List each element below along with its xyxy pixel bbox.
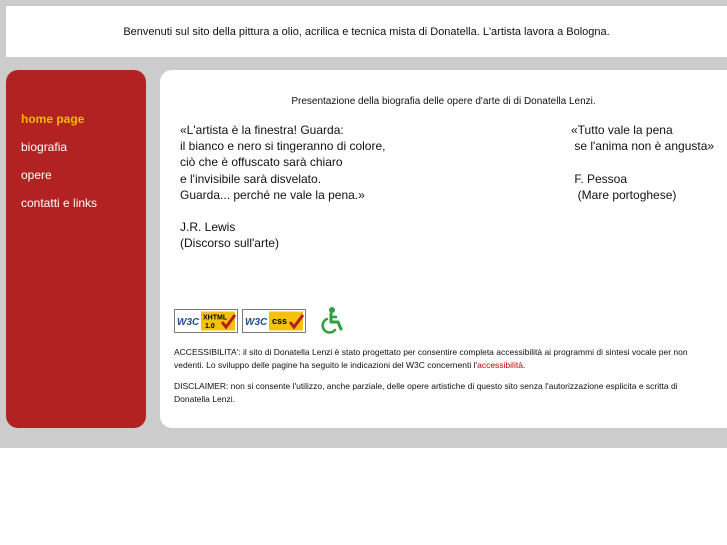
w3c-css-badge[interactable] (242, 309, 306, 333)
sidebar-nav (6, 70, 146, 428)
nav-item-home-page[interactable]: home page (21, 112, 85, 126)
w3c-xhtml-badge[interactable] (174, 309, 238, 333)
accessibility-note-end: . (522, 359, 526, 370)
poem-line: «L'artista è la finestra! Guarda: (180, 123, 344, 137)
badge-xhtml-version: 1.0 (205, 323, 215, 330)
attribution-author: J.R. Lewis (180, 220, 236, 234)
poem-pessoa (571, 122, 714, 203)
nav-item-biografia[interactable]: biografia (21, 140, 68, 154)
attribution-source: (Discorso sull'arte) (180, 236, 279, 251)
accessibility-icon[interactable] (320, 306, 346, 334)
disclaimer-text: DISCLAIMER: non si consente l'utilizzo, anche parziale, delle opere artistiche di questo sito senza l'autorizzazione esplicita e scritta di Donatella Lenzi. (174, 381, 678, 404)
poem-line: «Tutto vale la pena (571, 123, 673, 137)
badge-w3c-text: W3C (177, 317, 200, 328)
poem-lewis (180, 122, 385, 203)
badge-xhtml-label: XHTML (203, 314, 228, 322)
main-content (160, 70, 727, 428)
attribution-source: (Mare portoghese) (571, 187, 677, 202)
intro-text: Presentazione della biografia delle opere d'arte di di Donatella Lenzi. (291, 96, 596, 107)
accessibility-link[interactable]: accessibilità (477, 359, 523, 370)
accessibility-note-text: ACCESSIBILITA': il sito di Donatella Lenzi è stato progettato per consentire completa accessibilità ai programmi di sintesi vocale per non vedenti. Lo sviluppo delle pagine ha seguito le indicazioni del W3C concernenti l' (174, 347, 688, 370)
poem-attribution-lewis (180, 219, 279, 251)
poem-line: se l'anima non è angusta» (571, 139, 715, 154)
nav-item-opere[interactable]: opere (21, 168, 52, 182)
poem-line: Guarda... perché ne vale la pena.» (180, 187, 365, 202)
welcome-text: Benvenuti sul sito della pittura a olio, acrilica e tecnica mista di Donatella. L'artista lavora a Bologna. (123, 25, 610, 38)
attribution-author: F. Pessoa (571, 171, 628, 186)
poem-line: il bianco e nero si tingeranno di colore, (180, 139, 386, 154)
nav-item-contatti-e-links[interactable]: contatti e links (21, 196, 98, 210)
badge-css-label: css (272, 316, 288, 326)
welcome-header (6, 6, 727, 57)
poem-spacer (571, 154, 714, 170)
poem-line: e l'invisibile sarà disvelato. (180, 171, 322, 186)
accessibility-note (174, 346, 714, 371)
nav-list (21, 112, 97, 224)
badge-w3c-text: W3C (245, 317, 268, 328)
poem-line: ciò che è offuscato sarà chiaro (180, 155, 343, 170)
